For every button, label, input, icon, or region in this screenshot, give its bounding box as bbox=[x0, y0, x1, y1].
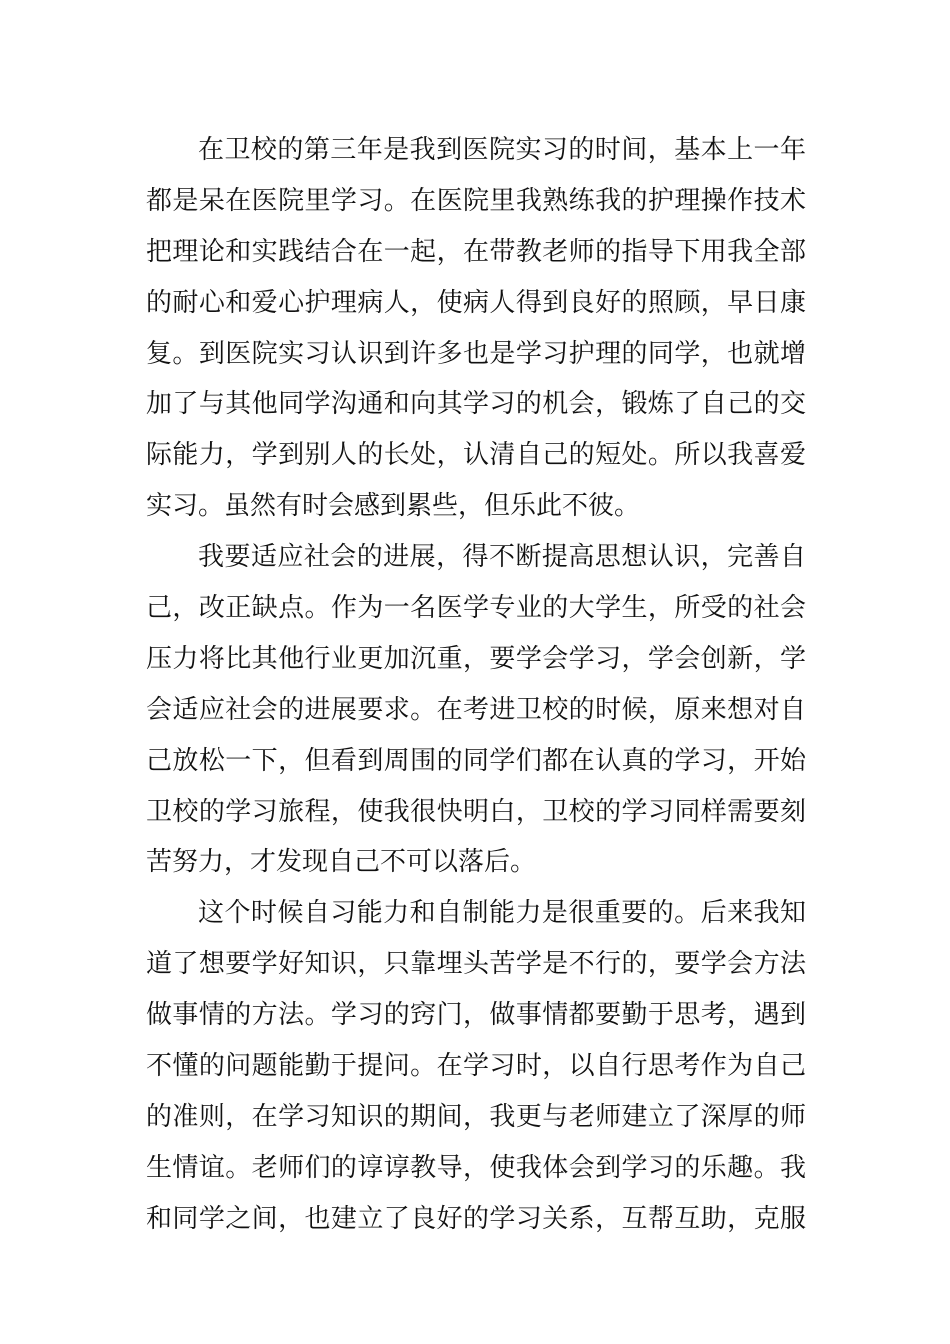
paragraph-3-line-7: 和同学之间，也建立了良好的学习关系，互帮互助，克服 bbox=[146, 1203, 806, 1234]
paragraph-1-line-3: 把理论和实践结合在一起，在带教老师的指导下用我全部 bbox=[146, 236, 806, 267]
paragraph-1-line-7: 际能力，学到别人的长处，认清自己的短处。所以我喜爱 bbox=[146, 440, 806, 471]
paragraph-1-line-1: 在卫校的第三年是我到医院实习的时间，基本上一年 bbox=[198, 135, 806, 165]
paragraph-3-line-2: 道了想要学好知识，只靠埋头苦学是不行的，要学会方法 bbox=[146, 949, 806, 980]
paragraph-2-line-7: 苦努力，才发现自己不可以落后。 bbox=[146, 847, 537, 878]
paragraph-2-line-2: 己，改正缺点。作为一名医学专业的大学生，所受的社会 bbox=[146, 593, 806, 624]
paragraph-2-line-5: 己放松一下，但看到周围的同学们都在认真的学习，开始 bbox=[146, 745, 806, 776]
paragraph-3-line-6: 生情谊。老师们的谆谆教导，使我体会到学习的乐趣。我 bbox=[146, 1152, 806, 1183]
paragraph-1-line-2: 都是呆在医院里学习。在医院里我熟练我的护理操作技术 bbox=[146, 185, 806, 216]
paragraph-1-line-8: 实习。虽然有时会感到累些，但乐此不彼。 bbox=[146, 491, 641, 522]
paragraph-3-line-5: 的准则，在学习知识的期间，我更与老师建立了深厚的师 bbox=[146, 1101, 806, 1132]
paragraph-3-line-4: 不懂的问题能勤于提问。在学习时，以自行思考作为自己 bbox=[146, 1051, 806, 1082]
body-text bbox=[146, 125, 806, 1245]
paragraph-3-line-1: 这个时候自习能力和自制能力是很重要的。后来我知 bbox=[198, 898, 806, 929]
paragraph-1-line-5: 复。到医院实习认识到许多也是学习护理的同学，也就增 bbox=[146, 338, 806, 369]
paragraph-2-line-4: 会适应社会的进展要求。在考进卫校的时候，原来想对自 bbox=[146, 694, 806, 725]
paragraph-1-line-6: 加了与其他同学沟通和向其学习的机会，锻炼了自己的交 bbox=[146, 389, 806, 420]
paragraph-2-line-1: 我要适应社会的进展，得不断提高思想认识，完善自 bbox=[198, 542, 806, 573]
paragraph-3-line-3: 做事情的方法。学习的窍门，做事情都要勤于思考，遇到 bbox=[146, 1000, 806, 1031]
paragraph-2-line-6: 卫校的学习旅程，使我很快明白，卫校的学习同样需要刻 bbox=[146, 796, 806, 827]
paragraph-2-line-3: 压力将比其他行业更加沉重，要学会学习，学会创新，学 bbox=[146, 643, 806, 674]
paragraph-1-line-4: 的耐心和爱心护理病人，使病人得到良好的照顾，早日康 bbox=[146, 287, 806, 318]
